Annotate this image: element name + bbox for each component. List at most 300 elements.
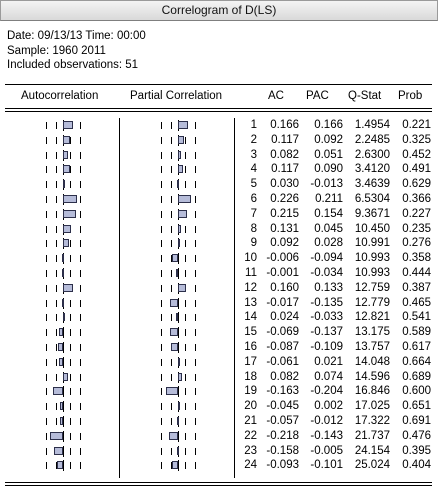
ac-confidence-bound [56, 122, 57, 129]
ac-confidence-bound [56, 329, 57, 336]
lag-cell: 13 [244, 296, 257, 309]
ac-zero-axis [63, 357, 64, 368]
correlogram-row [0, 149, 438, 162]
pac-zero-axis [178, 342, 179, 353]
pac-confidence-bound [171, 285, 172, 292]
ac-confidence-bound [56, 344, 57, 351]
ac-confidence-bound [56, 137, 57, 144]
ac-confidence-bound [46, 240, 47, 247]
pac-confidence-bound [195, 344, 196, 351]
window-title: Correlogram of D(LS) [161, 3, 277, 17]
correlogram-row [0, 341, 438, 354]
ac-bar [63, 136, 70, 144]
pac-confidence-bound [161, 270, 162, 277]
ac-confidence-bound [56, 181, 57, 188]
ac-confidence-bound [46, 300, 47, 307]
ac-cell: -0.006 [266, 252, 299, 265]
correlogram-row [0, 385, 438, 398]
ac-confidence-bound [70, 359, 71, 366]
prob-cell: 0.452 [402, 148, 431, 161]
ac-confidence-bound [80, 433, 81, 440]
pac-confidence-bound [185, 152, 186, 159]
pac-cell: 0.154 [314, 207, 343, 220]
pac-cell: 0.045 [314, 222, 343, 235]
ac-cell: -0.061 [266, 355, 299, 368]
ac-header: AC [268, 90, 284, 102]
qstat-cell: 14.048 [354, 355, 390, 368]
ac-zero-axis [63, 386, 64, 397]
pac-confidence-bound [195, 255, 196, 262]
ac-confidence-bound [56, 359, 57, 366]
ac-confidence-bound [46, 374, 47, 381]
prob-cell: 0.465 [402, 296, 431, 309]
ac-zero-axis [63, 342, 64, 353]
pac-bar [178, 151, 181, 159]
pac-cell: -0.012 [310, 415, 343, 427]
ac-confidence-bound [80, 462, 81, 469]
pac-confidence-bound [171, 418, 172, 425]
prob-cell: 0.404 [402, 459, 431, 472]
pac-confidence-bound [161, 448, 162, 455]
ac-bar [62, 269, 64, 277]
pac-confidence-bound [195, 211, 196, 218]
pac-confidence-bound [185, 329, 186, 336]
ac-bar [63, 210, 76, 218]
prob-cell: 0.689 [402, 370, 431, 383]
pac-confidence-bound [161, 122, 162, 129]
prob-cell: 0.358 [402, 252, 431, 265]
prob-cell: 0.491 [402, 163, 431, 176]
ac-bar [57, 461, 63, 469]
ac-confidence-bound [56, 270, 57, 277]
pac-confidence-bound [161, 403, 162, 410]
pac-confidence-bound [195, 196, 196, 203]
ac-bar [60, 402, 63, 410]
pac-confidence-bound [161, 226, 162, 233]
prob-cell: 0.325 [402, 133, 431, 146]
pac-confidence-bound [185, 403, 186, 410]
pac-confidence-bound [195, 270, 196, 277]
qstat-cell: 10.991 [354, 237, 390, 250]
pac-confidence-bound [185, 448, 186, 455]
correlogram-row [0, 267, 438, 280]
pac-cell: 0.133 [314, 281, 343, 294]
pac-zero-axis [178, 386, 179, 397]
pac-confidence-bound [185, 462, 186, 469]
qstat-cell: 10.450 [354, 222, 390, 235]
ac-bar [63, 373, 68, 381]
pac-confidence-bound [195, 314, 196, 321]
pac-confidence-bound [161, 329, 162, 336]
pac-confidence-bound [195, 359, 196, 366]
qstat-cell: 6.5304 [354, 193, 390, 205]
pac-confidence-bound [161, 388, 162, 395]
prob-cell: 0.541 [402, 311, 431, 324]
pac-confidence-bound [185, 344, 186, 351]
ac-confidence-bound [80, 403, 81, 410]
ac-confidence-bound [46, 255, 47, 262]
pac-confidence-bound [195, 240, 196, 247]
pac-confidence-bound [161, 359, 162, 366]
ac-bar [63, 313, 65, 321]
ac-confidence-bound [56, 300, 57, 307]
pac-confidence-bound [171, 448, 172, 455]
header-rule-lower [5, 111, 432, 112]
ac-bar [50, 432, 63, 440]
pac-header: PAC [306, 90, 329, 102]
ac-confidence-bound [46, 403, 47, 410]
ac-confidence-bound [46, 122, 47, 129]
lag-cell: 24 [244, 459, 257, 472]
pac-confidence-bound [161, 418, 162, 425]
ac-confidence-bound [46, 329, 47, 336]
lag-cell: 3 [250, 148, 257, 161]
ac-cell: 0.160 [270, 281, 299, 294]
qstat-cell: 24.154 [354, 444, 390, 457]
ac-confidence-bound [46, 181, 47, 188]
correlogram-row [0, 178, 438, 191]
qstat-cell: 25.024 [354, 459, 390, 472]
pac-confidence-bound [161, 433, 162, 440]
pac-zero-axis [178, 312, 179, 323]
qstat-cell: 12.759 [354, 281, 390, 294]
lag-cell: 8 [250, 222, 257, 235]
pac-confidence-bound [195, 137, 196, 144]
ac-cell: -0.069 [266, 326, 299, 339]
pac-confidence-bound [161, 211, 162, 218]
ac-cell: -0.001 [266, 267, 299, 279]
ac-cell: 0.215 [270, 207, 299, 220]
pac-bar [172, 461, 178, 469]
ac-confidence-bound [80, 270, 81, 277]
window-titlebar[interactable] [0, 0, 438, 21]
ac-confidence-bound [70, 181, 71, 188]
lag-cell: 1 [250, 119, 257, 131]
pac-cell: -0.101 [310, 459, 343, 472]
correlogram-row [0, 208, 438, 221]
pac-confidence-bound [171, 181, 172, 188]
pac-confidence-bound [195, 285, 196, 292]
ac-confidence-bound [70, 388, 71, 395]
qstat-header: Q-Stat [348, 90, 382, 102]
pac-bar [178, 165, 183, 173]
ac-cell: -0.163 [266, 385, 299, 398]
pac-confidence-bound [185, 374, 186, 381]
ac-confidence-bound [80, 166, 81, 173]
pac-bar [178, 225, 181, 233]
correlogram-row [0, 282, 438, 295]
ac-cell: -0.017 [266, 296, 299, 309]
correlogram-row [0, 326, 438, 339]
qstat-cell: 16.846 [354, 385, 390, 398]
qstat-cell: 2.6300 [354, 148, 390, 161]
pac-confidence-bound [171, 374, 172, 381]
ac-confidence-bound [46, 211, 47, 218]
pac-confidence-bound [185, 137, 186, 144]
ac-confidence-bound [80, 122, 81, 129]
autocorrelation-header: Autocorrelation [21, 90, 99, 102]
lag-cell: 2 [250, 133, 257, 146]
qstat-cell: 9.3671 [354, 207, 390, 220]
qstat-cell: 12.779 [354, 296, 390, 309]
ac-cell: -0.087 [266, 341, 299, 353]
lag-cell: 21 [244, 415, 257, 427]
ac-bar [63, 165, 70, 173]
ac-confidence-bound [46, 137, 47, 144]
qstat-cell: 17.322 [354, 415, 390, 427]
pac-confidence-bound [195, 122, 196, 129]
lag-cell: 5 [250, 178, 257, 191]
pac-confidence-bound [171, 196, 172, 203]
date-time-line: Date: 09/13/13 Time: 00:00 [7, 30, 146, 42]
pac-zero-axis [178, 253, 179, 264]
prob-cell: 0.476 [402, 429, 431, 442]
pac-bar [171, 343, 178, 351]
ac-cell: 0.117 [271, 163, 299, 176]
prob-cell: 0.617 [402, 341, 431, 353]
ac-confidence-bound [56, 226, 57, 233]
pac-confidence-bound [161, 462, 162, 469]
pac-confidence-bound [171, 270, 172, 277]
ac-confidence-bound [70, 240, 71, 247]
pac-confidence-bound [171, 166, 172, 173]
pac-confidence-bound [171, 226, 172, 233]
pac-confidence-bound [161, 255, 162, 262]
pac-confidence-bound [161, 196, 162, 203]
lag-cell: 6 [250, 193, 257, 205]
ac-confidence-bound [70, 433, 71, 440]
pac-confidence-bound [185, 226, 186, 233]
pac-confidence-bound [185, 300, 186, 307]
pac-zero-axis [178, 327, 179, 338]
ac-cell: 0.024 [270, 311, 299, 324]
qstat-cell: 10.993 [354, 252, 390, 265]
qstat-cell: 3.4120 [354, 163, 390, 176]
lag-cell: 12 [244, 281, 257, 294]
ac-bar [63, 195, 77, 203]
ac-confidence-bound [56, 255, 57, 262]
sample-line: Sample: 1960 2011 [7, 44, 106, 57]
prob-cell: 0.227 [402, 207, 431, 220]
ac-zero-axis [63, 446, 64, 457]
correlogram-row [0, 371, 438, 384]
ac-confidence-bound [46, 314, 47, 321]
ac-cell: -0.218 [266, 429, 299, 442]
correlogram-row [0, 134, 438, 147]
pac-confidence-bound [161, 314, 162, 321]
prob-cell: 0.395 [402, 444, 431, 457]
lag-cell: 15 [244, 326, 257, 339]
pac-confidence-bound [185, 388, 186, 395]
pac-confidence-bound [195, 403, 196, 410]
ac-confidence-bound [56, 374, 57, 381]
lag-cell: 19 [244, 385, 257, 398]
ac-confidence-bound [56, 196, 57, 203]
ac-cell: 0.226 [270, 193, 299, 205]
pac-confidence-bound [195, 329, 196, 336]
pac-cell: -0.204 [310, 385, 343, 398]
ac-zero-axis [63, 401, 64, 412]
ac-bar [63, 284, 73, 292]
pac-confidence-bound [185, 181, 186, 188]
ac-bar [59, 358, 63, 366]
correlogram-row [0, 415, 438, 428]
pac-bar [178, 195, 191, 203]
ac-bar [62, 254, 64, 262]
ac-confidence-bound [70, 314, 71, 321]
pac-confidence-bound [195, 374, 196, 381]
pac-bar [177, 180, 179, 188]
ac-zero-axis [63, 460, 64, 471]
ac-confidence-bound [80, 300, 81, 307]
correlogram-row [0, 430, 438, 443]
ac-confidence-bound [80, 240, 81, 247]
ac-confidence-bound [46, 166, 47, 173]
pac-bar [169, 432, 178, 440]
ac-confidence-bound [80, 211, 81, 218]
ac-confidence-bound [70, 137, 71, 144]
prob-cell: 0.600 [402, 385, 431, 398]
ac-cell: 0.092 [270, 237, 299, 250]
pac-cell: 0.021 [314, 355, 343, 368]
ac-confidence-bound [46, 226, 47, 233]
prob-cell: 0.651 [402, 400, 431, 413]
ac-confidence-bound [80, 388, 81, 395]
ac-cell: -0.045 [266, 400, 299, 413]
qstat-cell: 12.821 [354, 311, 390, 324]
correlogram-row [0, 311, 438, 324]
pac-confidence-bound [195, 462, 196, 469]
ac-cell: 0.117 [271, 133, 299, 146]
pac-confidence-bound [161, 181, 162, 188]
ac-bar [59, 328, 63, 336]
ac-confidence-bound [80, 344, 81, 351]
pac-bar [166, 387, 178, 395]
ac-confidence-bound [70, 166, 71, 173]
ac-confidence-bound [80, 374, 81, 381]
pac-confidence-bound [161, 300, 162, 307]
ac-confidence-bound [56, 285, 57, 292]
ac-confidence-bound [80, 285, 81, 292]
ac-confidence-bound [56, 211, 57, 218]
prob-cell: 0.691 [402, 415, 431, 427]
qstat-cell: 14.596 [354, 370, 390, 383]
pac-confidence-bound [195, 152, 196, 159]
pac-cell: 0.092 [314, 133, 343, 146]
ac-confidence-bound [46, 196, 47, 203]
correlogram-row [0, 223, 438, 236]
prob-cell: 0.387 [402, 281, 431, 294]
pac-confidence-bound [171, 211, 172, 218]
pac-confidence-bound [185, 255, 186, 262]
ac-confidence-bound [80, 314, 81, 321]
ac-bar [58, 343, 63, 351]
ac-confidence-bound [70, 418, 71, 425]
ac-confidence-bound [46, 152, 47, 159]
pac-cell: -0.109 [310, 341, 343, 353]
pac-cell: -0.005 [310, 444, 343, 457]
header-rule-upper [5, 108, 432, 109]
ac-confidence-bound [46, 344, 47, 351]
pac-cell: -0.013 [310, 178, 343, 191]
ac-confidence-bound [46, 285, 47, 292]
qstat-cell: 10.993 [354, 267, 390, 279]
pac-confidence-bound [161, 152, 162, 159]
pac-bar [170, 299, 178, 307]
pac-confidence-bound [161, 240, 162, 247]
ac-confidence-bound [56, 314, 57, 321]
lag-cell: 16 [244, 341, 257, 353]
pac-cell: -0.135 [310, 296, 343, 309]
ac-confidence-bound [70, 152, 71, 159]
pac-confidence-bound [161, 137, 162, 144]
qstat-cell: 1.4954 [354, 119, 390, 131]
pac-cell: 0.002 [314, 400, 343, 413]
correlogram-row [0, 119, 438, 132]
pac-confidence-bound [171, 137, 172, 144]
ac-confidence-bound [80, 226, 81, 233]
lag-cell: 23 [244, 444, 257, 457]
ac-confidence-bound [70, 448, 71, 455]
lag-cell: 9 [250, 237, 257, 250]
bottom-rule-upper [5, 482, 432, 483]
ac-confidence-bound [46, 448, 47, 455]
lag-cell: 14 [244, 311, 257, 324]
lag-cell: 7 [250, 207, 257, 220]
ac-confidence-bound [80, 137, 81, 144]
pac-zero-axis [178, 298, 179, 309]
pac-bar [178, 210, 187, 218]
ac-zero-axis [63, 416, 64, 427]
ac-confidence-bound [70, 300, 71, 307]
prob-cell: 0.629 [402, 178, 431, 191]
pac-confidence-bound [185, 433, 186, 440]
ac-confidence-bound [46, 388, 47, 395]
pac-confidence-bound [171, 152, 172, 159]
qstat-cell: 13.175 [354, 326, 390, 339]
ac-confidence-bound [80, 418, 81, 425]
ac-confidence-bound [56, 418, 57, 425]
ac-confidence-bound [80, 152, 81, 159]
pac-cell: 0.051 [314, 148, 343, 161]
pac-cell: 0.211 [315, 193, 343, 205]
pac-confidence-bound [195, 166, 196, 173]
pac-confidence-bound [195, 418, 196, 425]
ac-confidence-bound [80, 255, 81, 262]
ac-bar [60, 417, 63, 425]
pac-confidence-bound [185, 314, 186, 321]
pac-cell: -0.143 [310, 429, 343, 442]
lag-cell: 20 [244, 400, 257, 413]
ac-zero-axis [63, 327, 64, 338]
pac-cell: -0.033 [310, 311, 343, 324]
ac-confidence-bound [46, 418, 47, 425]
pac-confidence-bound [185, 270, 186, 277]
ac-bar [63, 121, 73, 129]
top-rule [5, 84, 432, 85]
pac-confidence-bound [195, 300, 196, 307]
correlogram-row [0, 459, 438, 472]
pac-confidence-bound [195, 181, 196, 188]
pac-confidence-bound [195, 433, 196, 440]
ac-confidence-bound [80, 359, 81, 366]
pac-bar [178, 239, 180, 247]
pac-cell: -0.094 [310, 252, 343, 265]
correlogram-row [0, 297, 438, 310]
correlogram-row [0, 163, 438, 176]
ac-cell: 0.082 [270, 370, 299, 383]
ac-confidence-bound [80, 448, 81, 455]
